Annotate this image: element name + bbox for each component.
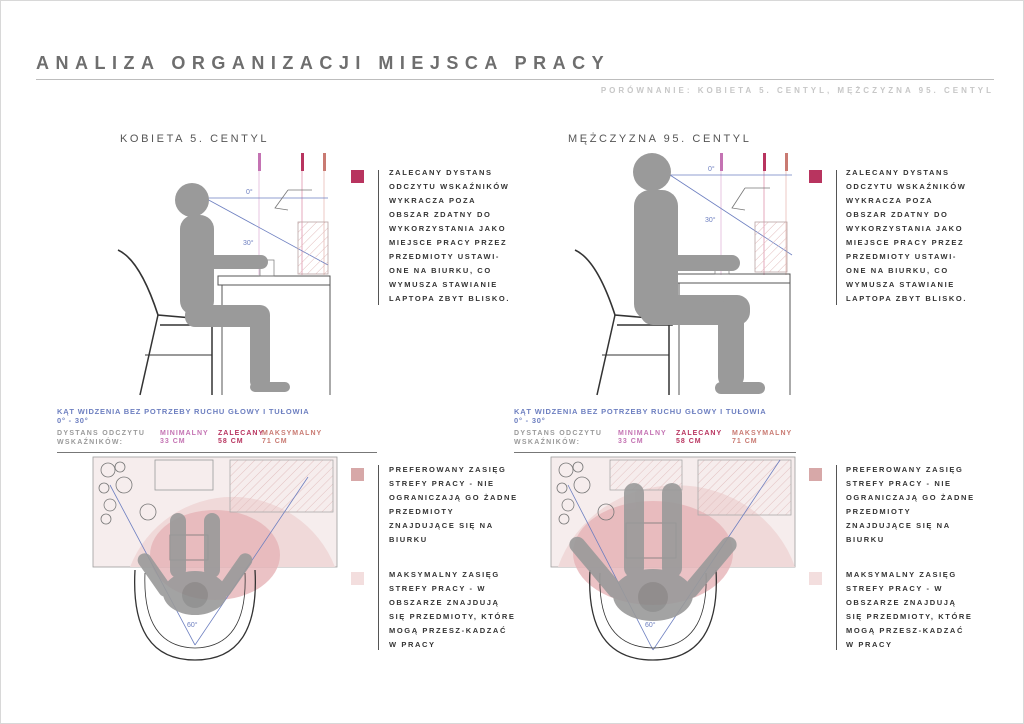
distance-min-value: 33 CM (618, 438, 644, 445)
angle-range: 0° - 30° (57, 416, 89, 425)
marker-min (258, 153, 261, 171)
lamp (732, 188, 745, 210)
page-title: ANALIZA ORGANIZACJI MIEJSCA PRACY (36, 53, 611, 73)
marker-max (785, 153, 788, 171)
note-preferred-zone: PREFEROWANY ZASIĘG STREFY PRACY - NIE OGRANICZAJĄ GO ŻADNE PRZEDMIOTY ZNAJDUJĄCE SIĘ NA BIURKU (389, 465, 518, 544)
angle-60-label: 60° (187, 622, 198, 629)
section-divider (514, 452, 796, 453)
side-view-man (560, 150, 800, 400)
swatch-preferred-zone (809, 468, 822, 481)
distance-max-value: 71 CM (262, 438, 288, 445)
distance-max-value: 71 CM (732, 438, 758, 445)
marker-min (720, 153, 723, 171)
angle-30-label: 30° (705, 217, 716, 224)
title-divider (36, 79, 994, 80)
distance-min-label: MINIMALNY (618, 430, 667, 437)
distance-recommended-label: ZALECANY (676, 430, 723, 437)
marker-recommended (763, 153, 766, 171)
swatch-recommended (351, 170, 364, 183)
note-max-zone: MAKSYMALNY ZASIĘG STREFY PRACY - W OBSZARZE ZNAJDUJĄ SIĘ PRZEDMIOTY, KTÓRE MOGĄ PRZESZ-KADZAĆ W PRACY (846, 570, 973, 649)
distance-label: DYSTANS ODCZYTU WSKAŹNIKÓW: (57, 430, 146, 446)
distance-label: DYSTANS ODCZYTU WSKAŹNIKÓW: (514, 430, 603, 446)
desk-top (675, 274, 790, 283)
note-max-zone: MAKSYMALNY ZASIĘG STREFY PRACY - W OBSZARZE ZNAJDUJĄ SIĘ PRZEDMIOTY, KTÓRE MOGĄ PRZESZ-KADZAĆ W PRACY (389, 570, 516, 649)
angle-title: KĄT WIDZENIA BEZ POTRZEBY RUCHU GŁOWY I TUŁOWIA (57, 407, 310, 416)
note-recommended-distance: ZALECANY DYSTANS ODCZYTU WSKAŹNIKÓW WYKRACZA POZA OBSZAR ZDATNY DO WYKORZYSTANIA JAKO MIEJSCE PRACY PRZEZ PRZEDMIOTY USTAWI-ONE NA BIURKU, CO WYMUSZA STAWIANIE LAPTOPA ZBYT BLISKO. (846, 168, 968, 303)
desk-object (698, 460, 791, 515)
swatch-recommended (809, 170, 822, 183)
angle-0-label: 0° (708, 166, 715, 173)
marker-recommended (301, 153, 304, 171)
distance-min-value: 33 CM (160, 438, 186, 445)
top-view-woman (90, 455, 340, 665)
angle-30-label: 30° (243, 240, 254, 247)
distance-max-label: MAKSYMALNY (732, 430, 793, 437)
desk-object (755, 222, 787, 272)
top-view-man (548, 455, 798, 665)
note-divider (378, 170, 379, 305)
person-woman-side (175, 183, 290, 392)
swatch-max-zone (809, 572, 822, 585)
desk-object (230, 460, 333, 512)
angle-title: KĄT WIDZENIA BEZ POTRZEBY RUCHU GŁOWY I TUŁOWIA (514, 407, 767, 416)
note-divider (836, 465, 837, 650)
lamp (275, 190, 288, 210)
distance-max-label: MAKSYMALNY (262, 430, 323, 437)
page-subtitle: PORÓWNANIE: KOBIETA 5. CENTYL, MĘŻCZYZNA 95. CENTYL (600, 86, 994, 95)
side-view-woman (100, 150, 340, 400)
distance-recommended-value: 58 CM (218, 438, 244, 445)
distance-recommended-value: 58 CM (676, 438, 702, 445)
note-divider (378, 465, 379, 650)
distance-min-label: MINIMALNY (160, 430, 209, 437)
angle-0-label: 0° (246, 189, 253, 196)
note-recommended-distance: ZALECANY DYSTANS ODCZYTU WSKAŹNIKÓW WYKRACZA POZA OBSZAR ZDATNY DO WYKORZYSTANIA JAKO MIEJSCE PRACY PRZEZ PRZEDMIOTY USTAWI-ONE NA BIURKU, CO WYMUSZA STAWIANIE LAPTOPA ZBYT BLISKO. (389, 168, 511, 303)
marker-max (323, 153, 326, 171)
swatch-preferred-zone (351, 468, 364, 481)
note-divider (836, 170, 837, 305)
desk-top (218, 276, 330, 285)
note-preferred-zone: PREFEROWANY ZASIĘG STREFY PRACY - NIE OGRANICZAJĄ GO ŻADNE PRZEDMIOTY ZNAJDUJĄCE SIĘ NA BIURKU (846, 465, 975, 544)
desk-object (298, 222, 328, 274)
distance-recommended-label: ZALECANY (218, 430, 265, 437)
swatch-max-zone (351, 572, 364, 585)
angle-range: 0° - 30° (514, 416, 546, 425)
panel-title-man: MĘŻCZYZNA 95. CENTYL (568, 133, 752, 145)
section-divider (57, 452, 377, 453)
angle-60-label: 60° (645, 622, 656, 629)
panel-title-woman: KOBIETA 5. CENTYL (120, 133, 270, 145)
